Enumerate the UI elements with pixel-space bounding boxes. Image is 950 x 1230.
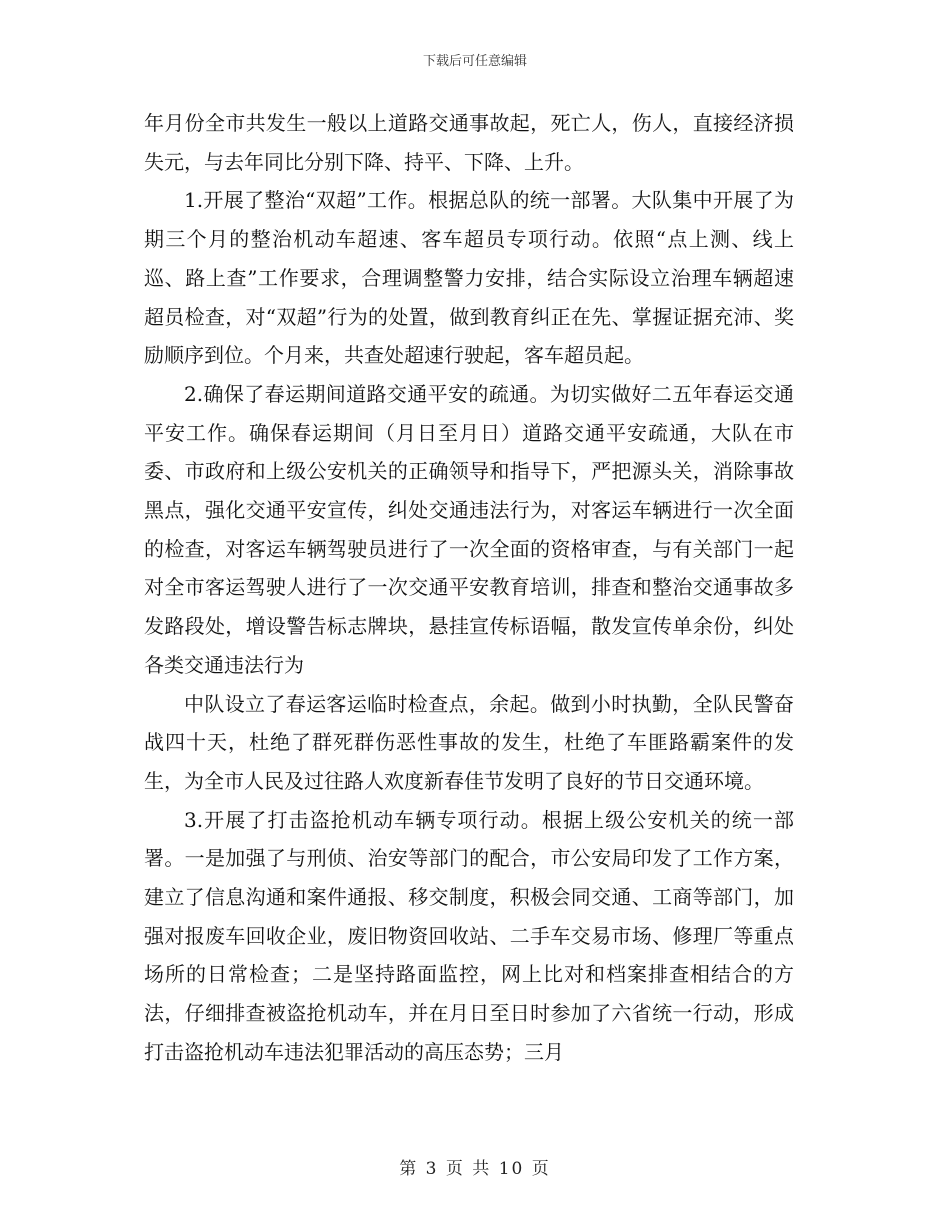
- paragraph-5: 3.开展了打击盗抢机动车辆专项行动。根据上级公安机关的统一部署。一是加强了与刑侦、治安等部门的配合，市公安局印发了工作方案，建立了信息沟通和案件通报、移交制度，积极会同交通、工商等部门，加强对报废车回收企业，废旧物资回收站、二手车交易市场、修理厂等重点场所的日常检查；二是坚持路面监控，网上比对和档案排查相结合的方法，仔细排查被盗抢机动车，并在月日至日时参加了六省统一行动，形成打击盗抢机动车违法犯罪活动的高压态势；三月: [144, 807, 794, 1064]
- page-header: 下载后可任意编辑: [422, 54, 527, 69]
- paragraph-2: 1.开展了整治“双超”工作。根据总队的统一部署。大队集中开展了为期三个月的整治机动车超速、客车超员专项行动。依照“点上测、线上巡、路上查”工作要求，合理调整警力安排，结合实际设立治理车辆超速超员检查，对“双超”行为的处置，做到教育纠正在先、掌握证据充沛、奖励顺序到位。个月来，共查处超速行驶起，客车超员起。: [144, 188, 794, 368]
- paragraph-1: 年月份全市共发生一般以上道路交通事故起，死亡人，伤人，直接经济损失元，与去年同比分别下降、持平、下降、上升。: [144, 111, 794, 174]
- paragraph-4: 中队设立了春运客运临时检查点，余起。做到小时执勤，全队民警奋战四十天，杜绝了群死群伤恶性事故的发生，杜绝了车匪路霸案件的发生，为全市人民及过往路人欢度新春佳节发明了良好的节日交通环境。: [144, 691, 794, 793]
- page-number-footer: 第 3 页 共 10 页: [399, 1159, 551, 1179]
- paragraph-3: 2.确保了春运期间道路交通平安的疏通。为切实做好二五年春运交通平安工作。确保春运期间（月日至月日）道路交通平安疏通，大队在市委、市政府和上级公安机关的正确领导和指导下，严把源头关，消除事故黑点，强化交通平安宣传，纠处交通违法行为，对客运车辆进行一次全面的检查，对客运车辆驾驶员进行了一次全面的资格审查，与有关部门一起对全市客运驾驶人进行了一次交通平安教育培训，排查和整治交通事故多发路段处，增设警告标志牌块，悬挂宣传标语幅，散发宣传单余份，纠处各类交通违法行为: [144, 381, 794, 677]
- document-body: [144, 104, 794, 1072]
